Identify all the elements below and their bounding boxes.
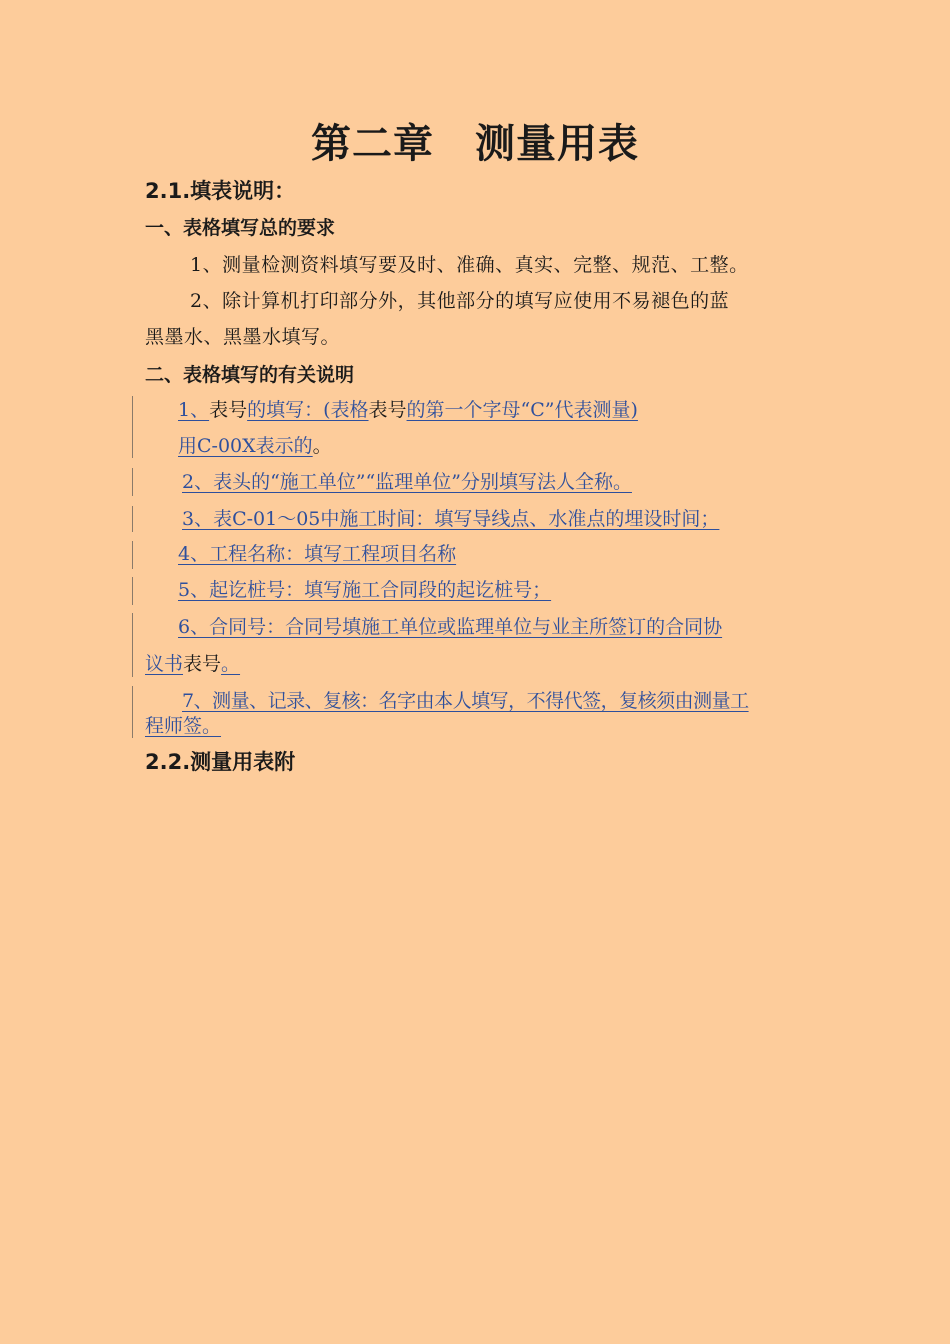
note-3: 3、表C-01～05中施工时间：填写导线点、水准点的埋设时间； <box>182 508 720 530</box>
section-heading-2-1: 2.1.填表说明： <box>145 179 296 203</box>
general-item-2-line-2: 黑墨水、黑墨水填写。 <box>145 326 341 348</box>
note-6-line-2 <box>145 651 240 677</box>
note-1-text: 的填写：(表格 <box>247 399 369 421</box>
note-1-period: 。 <box>312 435 332 457</box>
revision-bar <box>132 686 133 738</box>
note-1-line-2 <box>178 433 332 459</box>
revision-bar <box>132 577 133 605</box>
general-item-2-line-1: 2、除计算机打印部分外，其他部分的填写应使用不易褪色的蓝 <box>190 290 730 312</box>
section-heading-2-2: 2.2.测量用表附 <box>145 750 296 774</box>
note-6-period: 。 <box>221 653 241 675</box>
revision-bar <box>132 396 133 458</box>
note-1-text-2: 的第一个字母“C”代表测量) <box>406 399 638 421</box>
note-6-text: 议书 <box>145 653 184 675</box>
chapter-title: 第二章 测量用表 <box>311 121 639 167</box>
note-2: 2、表头的“施工单位”“监理单位”分别填写法人全称。 <box>182 471 632 493</box>
note-1-number: 1、 <box>178 399 210 421</box>
note-1-line-1 <box>178 397 638 423</box>
notes-heading: 二、表格填写的有关说明 <box>145 364 355 386</box>
revision-bar <box>132 541 133 569</box>
note-1-term: 表号 <box>209 399 248 421</box>
revision-bar <box>132 613 133 677</box>
note-4: 4、工程名称：填写工程项目名称 <box>178 543 457 565</box>
note-7-line-2: 程师签。 <box>145 715 222 737</box>
revision-bar <box>132 506 133 532</box>
note-6-line-1: 6、合同号：合同号填施工单位或监理单位与业主所签订的合同协 <box>178 616 723 638</box>
general-requirements-heading: 一、表格填写总的要求 <box>145 217 336 239</box>
general-item-1: 1、测量检测资料填写要及时、准确、真实、完整、规范、工整。 <box>190 254 749 276</box>
note-7-line-1: 7、测量、记录、复核：名字由本人填写，不得代签，复核须由测量工 <box>182 690 749 712</box>
note-6-term: 表号 <box>183 653 222 675</box>
revision-bar <box>132 468 133 496</box>
note-1-text-3: 用C-00X表示的 <box>178 435 313 457</box>
note-1-term-2: 表号 <box>368 399 407 421</box>
note-5: 5、起讫桩号：填写施工合同段的起讫桩号； <box>178 579 552 601</box>
